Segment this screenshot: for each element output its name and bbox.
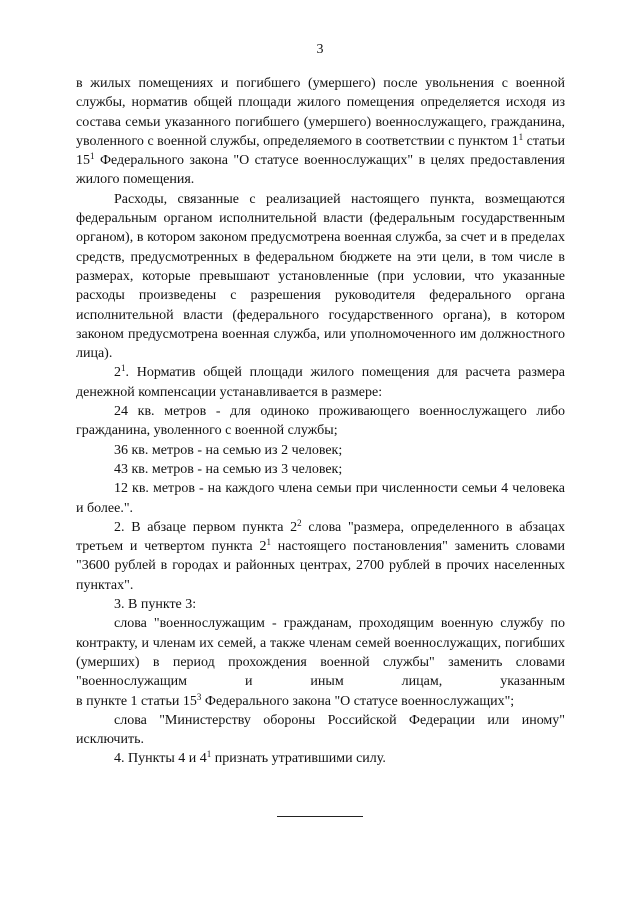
paragraph: 36 кв. метров - на семью из 2 человек; (114, 442, 343, 458)
paragraph: в пункте 1 статьи $15^3$ Федерального закона "О статусе военнослужащих"; (76, 691, 515, 709)
paragraph: 12 кв. метров - на каждого члена семьи при численности семьи 4 человека и более.". (76, 481, 565, 516)
paragraph: 4. Пункты 4 и $4^1$ признать утратившими силу. (114, 749, 386, 767)
paragraph: Расходы, связанные с реализацией настоящего пункта, возмещаются федеральным органом исполнительной власти (федеральным государственным органом), в котором законом предусмотрена военная служба, за счет и в пределах средств, предусмотренных в федеральном бюджете на эти цели, в том числе в размерах, которые превышают установленные (при условии, что указанные расходы произведены с разрешения руководителя федерального органа исполнительной власти (федерального государственного органа), в котором законом предусмотрена военная служба, или уполномоченного им должностного лица). (76, 191, 565, 362)
end-divider (277, 816, 363, 817)
paragraph: $2^1$. Норматив общей площади жилого помещения для расчета размера денежной компенсации устанавливается в размере: (76, 363, 565, 400)
paragraph: в жилых помещениях и погибшего (умершего) после увольнения с военной службы, норматив общей площади жилого помещения определяется исходя из состава семьи указанного погибшего (умершего) военнослужащего, гражданина, уволенного с военной службы, определяемого в соответствии с пунктом $1^1$ статьи $15^1$ Федерального закона "О статусе военнослужащих" в целях предоставления жилого помещения. (76, 76, 565, 188)
paragraph: 43 кв. метров - на семью из 3 человек; (114, 461, 343, 477)
page-number: 3 (316, 42, 324, 57)
paragraph: 3. В пункте 3: (114, 597, 197, 613)
paragraph: слова "военнослужащим - гражданам, проходящим военную службу по контракту, и членам их семей, а также членам семей военнослужащих, погибших (умерших) в период прохождения военной службы" заменить словами "военнослужащим и иным лицам, указанным (76, 616, 565, 690)
paragraph: слова "Министерству обороны Российской Федерации или иному" исключить. (76, 712, 565, 748)
paragraph: 2. В абзаце первом пункта $2^2$ слова "размера, определенного в абзацах третьем и четвертом пункта $2^1$ настоящего постановления" заменить словами "3600 рублей в городах и районных центрах, 2700 рублей в прочих населенных пунктах". (76, 517, 565, 593)
document-body (76, 74, 565, 769)
paragraph: 24 кв. метров - для одиноко проживающего военнослужащего либо гражданина, уволенного с военной службы; (76, 404, 565, 439)
